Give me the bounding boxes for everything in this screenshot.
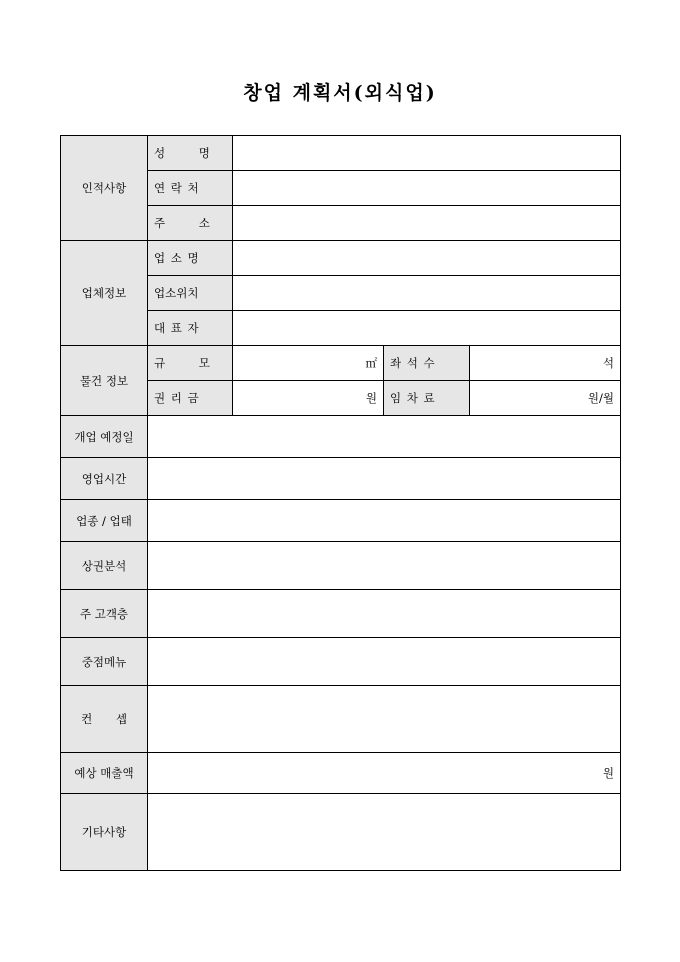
expected-sales-label: 예상 매출액 (61, 753, 148, 794)
contact-label: 연 락 처 (148, 171, 233, 206)
premium-unit: 원 (365, 391, 377, 405)
expected-sales-unit: 원 (602, 766, 615, 780)
shop-location-field[interactable] (233, 276, 621, 311)
main-menu-label: 중점메뉴 (61, 638, 148, 686)
category-label: 업종 / 업태 (61, 500, 148, 542)
rent-unit: 원/월 (587, 391, 615, 405)
personal-info-label: 인적사항 (61, 136, 148, 241)
expected-sales-field[interactable] (148, 753, 621, 794)
size-unit: ㎡ (365, 356, 377, 370)
main-menu-field[interactable] (148, 638, 621, 686)
premium-field[interactable] (233, 381, 384, 416)
market-analysis-label: 상권분석 (61, 542, 148, 590)
business-info-label: 업체정보 (61, 241, 148, 346)
shop-name-field[interactable] (233, 241, 621, 276)
business-hours-field[interactable] (148, 458, 621, 500)
market-analysis-field[interactable] (148, 542, 621, 590)
owner-label: 대 표 자 (148, 311, 233, 346)
rent-field[interactable] (470, 381, 621, 416)
business-hours-label: 영업시간 (61, 458, 148, 500)
property-info-label: 물건 정보 (61, 346, 148, 416)
seats-label: 좌 석 수 (384, 346, 470, 381)
page-title: 창업 계획서(외식업) (243, 82, 437, 104)
concept-label: 컨 셉 (61, 686, 148, 753)
size-field[interactable] (233, 346, 384, 381)
rent-label: 임 차 료 (384, 381, 470, 416)
name-field[interactable] (233, 136, 621, 171)
owner-field[interactable] (233, 311, 621, 346)
seats-unit: 석 (602, 356, 615, 370)
contact-field[interactable] (233, 171, 621, 206)
main-customers-label: 주 고객층 (61, 590, 148, 638)
address-label: 주 소 (148, 206, 233, 241)
opening-date-label: 개업 예정일 (61, 416, 148, 458)
main-customers-field[interactable] (148, 590, 621, 638)
size-label: 규 모 (148, 346, 233, 381)
address-field[interactable] (233, 206, 621, 241)
seats-field[interactable] (470, 346, 621, 381)
other-notes-field[interactable] (148, 794, 621, 871)
opening-date-field[interactable] (148, 416, 621, 458)
shop-location-label: 업소위치 (148, 276, 233, 311)
name-label: 성 명 (148, 136, 233, 171)
shop-name-label: 업 소 명 (148, 241, 233, 276)
category-field[interactable] (148, 500, 621, 542)
premium-label: 권 리 금 (148, 381, 233, 416)
concept-field[interactable] (148, 686, 621, 753)
business-plan-form (60, 135, 621, 871)
other-notes-label: 기타사항 (61, 794, 148, 871)
